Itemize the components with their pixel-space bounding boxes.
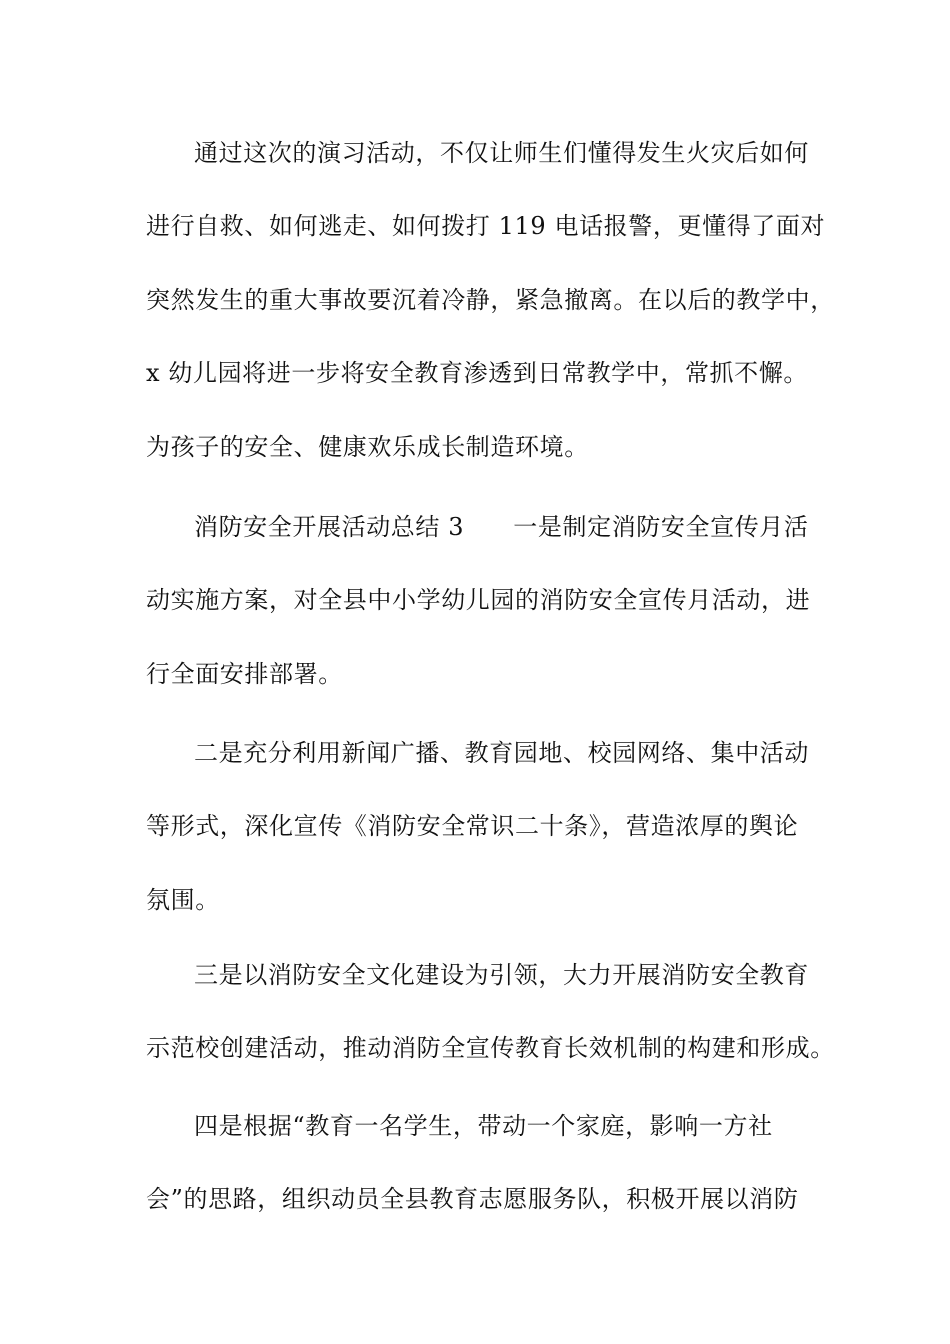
- paragraph-line: 二是充分利用新闻广播、教育园地、校园网络、集中活动: [194, 739, 809, 767]
- paragraph-line: 氛围。: [146, 886, 220, 914]
- paragraph-line: 通过这次的演习活动，不仅让师生们懂得发生火灾后如何: [194, 139, 809, 167]
- paragraph-line: 为孩子的安全、健康欢乐成长制造环境。: [146, 433, 589, 461]
- paragraph-line: 会”的思路，组织动员全县教育志愿服务队，积极开展以消防: [146, 1185, 799, 1213]
- paragraph-line: 三是以消防安全文化建设为引领，大力开展消防安全教育: [194, 961, 809, 989]
- paragraph-line: 动实施方案，对全县中小学幼儿园的消防安全宣传月活动，进: [146, 586, 811, 614]
- paragraph-line: 等形式，深化宣传《消防安全常识二十条》，营造浓厚的舆论: [146, 812, 799, 840]
- paragraph-line: 消防安全开展活动总结 3 一是制定消防安全宣传月活: [194, 513, 809, 541]
- paragraph-line: x 幼儿园将进一步将安全教育渗透到日常教学中，常抓不懈。: [146, 359, 808, 387]
- paragraph-line: 四是根据“教育一名学生，带动一个家庭，影响一方社: [194, 1112, 773, 1140]
- paragraph-line: 突然发生的重大事故要沉着冷静，紧急撤离。在以后的教学中，: [146, 286, 835, 314]
- paragraph-line: 进行自救、如何逃走、如何拨打 119 电话报警，更懂得了面对: [146, 212, 826, 240]
- paragraph-line: 行全面安排部署。: [146, 660, 343, 688]
- paragraph-line: 示范校创建活动，推动消防全宣传教育长效机制的构建和形成。: [146, 1034, 835, 1062]
